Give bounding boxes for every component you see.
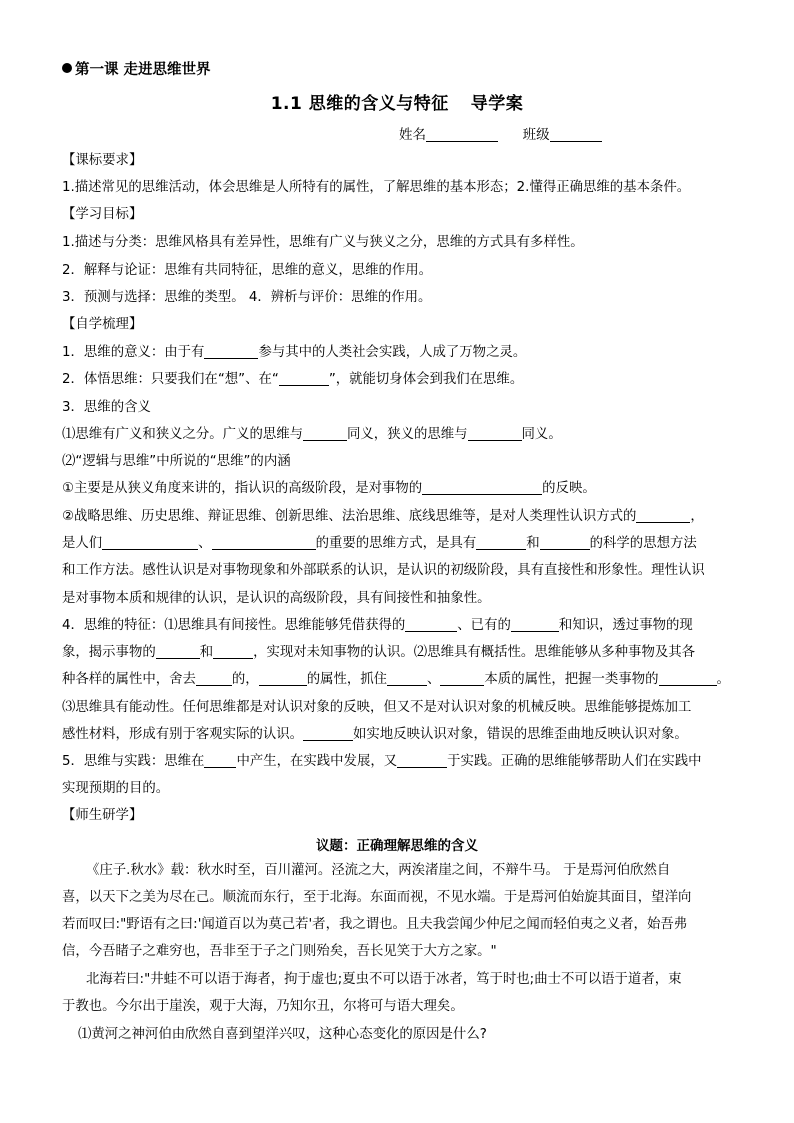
section-self-study: 【自学梳理】 xyxy=(62,317,143,332)
text-line: 5．思维与实践：思维在 中产生，在实践中发展，又 于实践。正确的思维能够帮助人们在实践中 xyxy=(62,754,702,769)
fill-blank[interactable] xyxy=(279,371,329,386)
text-line: ①主要是从狭义角度来讲的，指认识的高级阶段，是对事物的 的反映。 xyxy=(62,481,596,496)
text-line: 2．解释与论证：思维有共同特征，思维的意义，思维的作用。 xyxy=(62,263,433,278)
text-line: ⑴思维有广义和狭义之分。广义的思维与 同义，狭义的思维与 同义。 xyxy=(62,427,562,442)
bullet-icon xyxy=(62,63,72,73)
fill-blank[interactable] xyxy=(204,344,258,359)
fill-blank[interactable] xyxy=(196,671,232,686)
title-suffix: 导学案 xyxy=(470,94,524,114)
text-line: 4．思维的特征：⑴思维具有间接性。思维能够凭借获得的 、已有的 和知识，透过事物的现 xyxy=(62,618,693,633)
fill-blank[interactable] xyxy=(303,426,347,441)
passage-line: 喜，以天下之美为尽在己。顺流而东行，至于北海。东面而视，不见水端。于是焉河伯始旋其面目，望洋向 xyxy=(62,890,692,905)
text-line: 1.描述与分类：思维风格具有差异性，思维有广义与狭义之分，思维的方式具有多样性。 xyxy=(62,235,584,250)
fill-blank[interactable] xyxy=(204,753,236,768)
passage-line: 北海若曰:"井蛙不可以语于海者，拘于虚也;夏虫不可以语于冰者，笃于时也;曲士不可以语于道者，束 xyxy=(86,972,682,987)
fill-blank[interactable] xyxy=(405,617,457,632)
text-line: 是对事物本质和规律的认识，是认识的高级阶段，具有间接性和抽象性。 xyxy=(62,591,491,606)
text-line: 和工作方法。感性认识是对事物现象和外部联系的认识，是认识的初级阶段，具有直接性和形象性。理性认识 xyxy=(62,563,705,578)
section-research: 【师生研学】 xyxy=(62,808,143,823)
question-line: ⑴黄河之神河伯由欣然自喜到望洋兴叹，这种心态变化的原因是什么? xyxy=(78,1027,487,1042)
fill-blank[interactable] xyxy=(303,726,353,741)
name-label: 姓名 xyxy=(399,127,426,143)
text-line: 2．体悟思维：只要我们在“想”、在“ ”，就能切身体会到我们在思维。 xyxy=(62,372,524,387)
passage-line: 于教也。今尔出于崖涘，观于大海，乃知尔丑，尔将可与语大理矣。 xyxy=(62,999,464,1014)
text-line: ⑵“逻辑与思维”中所说的“思维”的内涵 xyxy=(62,454,291,469)
text-line: 3．思维的含义 xyxy=(62,400,151,415)
text-line: 1．思维的意义：由于有 参与其中的人类社会实践，人成了万物之灵。 xyxy=(62,345,527,360)
text-line: 实现预期的目的。 xyxy=(62,781,170,796)
fill-blank[interactable] xyxy=(156,644,200,659)
text-line: 1.描述常见的思维活动，体会思维是人所特有的属性，了解思维的基本形态；2.懂得正确思维的基本条件。 xyxy=(62,180,691,195)
text-line: 感性材料，形成有别于客观实际的认识。 如实地反映认识对象，错误的思维歪曲地反映认识对象。 xyxy=(62,727,688,742)
text-line: ②战略思维、历史思维、辩证思维、创新思维、法治思维、底线思维等，是对人类理性认识方式的 ， xyxy=(62,509,704,524)
fill-blank[interactable] xyxy=(511,617,559,632)
text-line: 是人们 、 的重要的思维方式，是具有 和 的科学的思想方法 xyxy=(62,536,697,551)
text-line: 种各样的属性中，舍去 的， 的属性，抓住 、 本质的属性，把握一类事物的 。 xyxy=(62,672,730,687)
page-title xyxy=(0,89,794,114)
fill-blank[interactable] xyxy=(102,535,198,550)
lesson-header-text: 第一课 走进思维世界 xyxy=(75,62,211,78)
name-class-bar xyxy=(399,123,602,143)
text-line: 象，揭示事物的 和 ，实现对未知事物的认识。⑵思维具有概括性。思维能够从多种事物及其各 xyxy=(62,645,696,660)
fill-blank[interactable] xyxy=(440,671,484,686)
passage-line: 《庄子.秋水》载：秋水时至，百川灌河。泾流之大，两涘渚崖之间，不辩牛马。 于是焉河伯欣然自 xyxy=(86,863,671,878)
fill-blank[interactable] xyxy=(422,480,542,495)
name-blank[interactable] xyxy=(426,127,498,142)
section-goals: 【学习目标】 xyxy=(62,207,143,222)
fill-blank[interactable] xyxy=(476,535,526,550)
passage-line: 若而叹曰:"野语有之曰:'闻道百以为莫己若'者，我之谓也。且夫我尝闻少仲尼之闻而轻伯夷之义者，始吾弗 xyxy=(62,917,688,932)
fill-blank[interactable] xyxy=(468,426,522,441)
fill-blank[interactable] xyxy=(259,671,307,686)
fill-blank[interactable] xyxy=(212,535,316,550)
fill-blank[interactable] xyxy=(659,671,717,686)
title-main: 1.1 思维的含义与特征 xyxy=(270,94,449,114)
passage-line: 信，今吾睹子之难穷也，吾非至于子之门则殆矣，吾长见笑于大方之家。" xyxy=(62,944,497,959)
fill-blank[interactable] xyxy=(540,535,590,550)
lesson-header xyxy=(62,58,211,79)
topic-heading: 议题：正确理解思维的含义 xyxy=(316,838,478,854)
text-line: 3．预测与选择：思维的类型。 4．辨析与评价：思维的作用。 xyxy=(62,290,432,305)
fill-blank[interactable] xyxy=(387,671,427,686)
text-line: ⑶思维具有能动性。任何思维都是对认识对象的反映，但又不是对认识对象的机械反映。思维能够提炼加工 xyxy=(62,700,692,715)
class-label: 班级 xyxy=(522,127,550,143)
section-curriculum: 【课标要求】 xyxy=(62,153,143,168)
class-blank[interactable] xyxy=(550,127,602,142)
fill-blank[interactable] xyxy=(397,753,447,768)
fill-blank[interactable] xyxy=(213,644,253,659)
fill-blank[interactable] xyxy=(636,508,690,523)
